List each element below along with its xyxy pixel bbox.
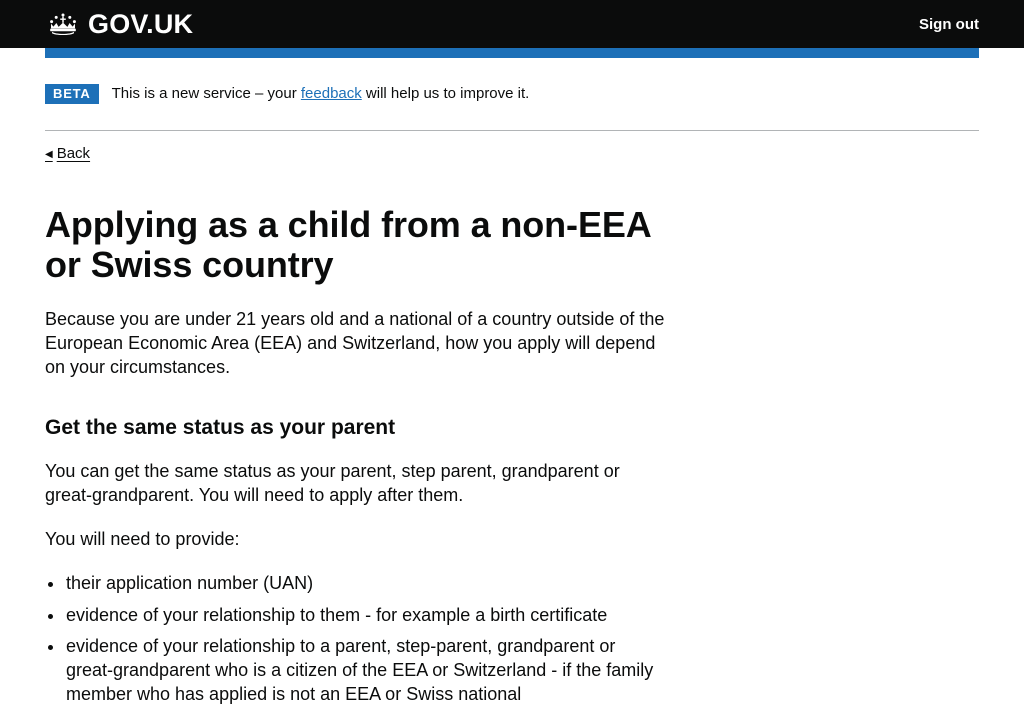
phase-text-before: This is a new service – your	[111, 85, 301, 102]
page-title: Applying as a child from a non-EEA or Swiss country	[45, 204, 651, 285]
govuk-logo-text: GOV.UK	[88, 8, 194, 39]
back-link-wrapper	[45, 131, 979, 163]
requirements-list	[45, 572, 665, 708]
phase-text-after: will help us to improve it.	[361, 85, 530, 102]
back-caret-icon: ◀	[45, 149, 53, 161]
sign-out-link[interactable]: Sign out	[919, 15, 979, 33]
phase-banner-text	[112, 84, 530, 104]
govuk-logo-link[interactable]	[45, 8, 194, 39]
intro-paragraph: Because you are under 21 years old and a national of a country outside of the European Economic Area (EEA) and Switzerland, how you apply will depend on your circumstances.	[45, 308, 665, 377]
feedback-link[interactable]: feedback	[300, 85, 362, 102]
content-column	[45, 205, 665, 707]
list-item: • evidence of your relationship to a parent, step-parent, grandparent or great-grandparent who is a citizen of the EEA or Switzerland - if the family member who has applied is not an EEA or Swiss national	[65, 635, 665, 707]
page-container	[45, 58, 979, 707]
back-link[interactable]	[45, 145, 90, 163]
list-item: • their application number (UAN)	[65, 572, 665, 596]
phase-banner	[45, 58, 979, 131]
list-item: • evidence of your relationship to them - for example a birth certificate	[65, 604, 665, 628]
section-heading: Get the same status as your parent	[45, 415, 396, 439]
list-intro-paragraph: You will need to provide:	[45, 528, 240, 549]
brand-blue-rule	[45, 48, 979, 58]
phase-banner-content	[45, 84, 979, 104]
beta-tag: BETA	[45, 84, 99, 104]
back-link-label: Back	[56, 145, 91, 163]
crown-icon	[45, 12, 81, 36]
brand-rule-wrapper	[45, 48, 979, 58]
main-content	[45, 163, 979, 707]
govuk-header	[0, 0, 1024, 48]
section-paragraph: You can get the same status as your parent, step parent, grandparent or great-grandparent. You will need to apply after them.	[45, 460, 620, 505]
